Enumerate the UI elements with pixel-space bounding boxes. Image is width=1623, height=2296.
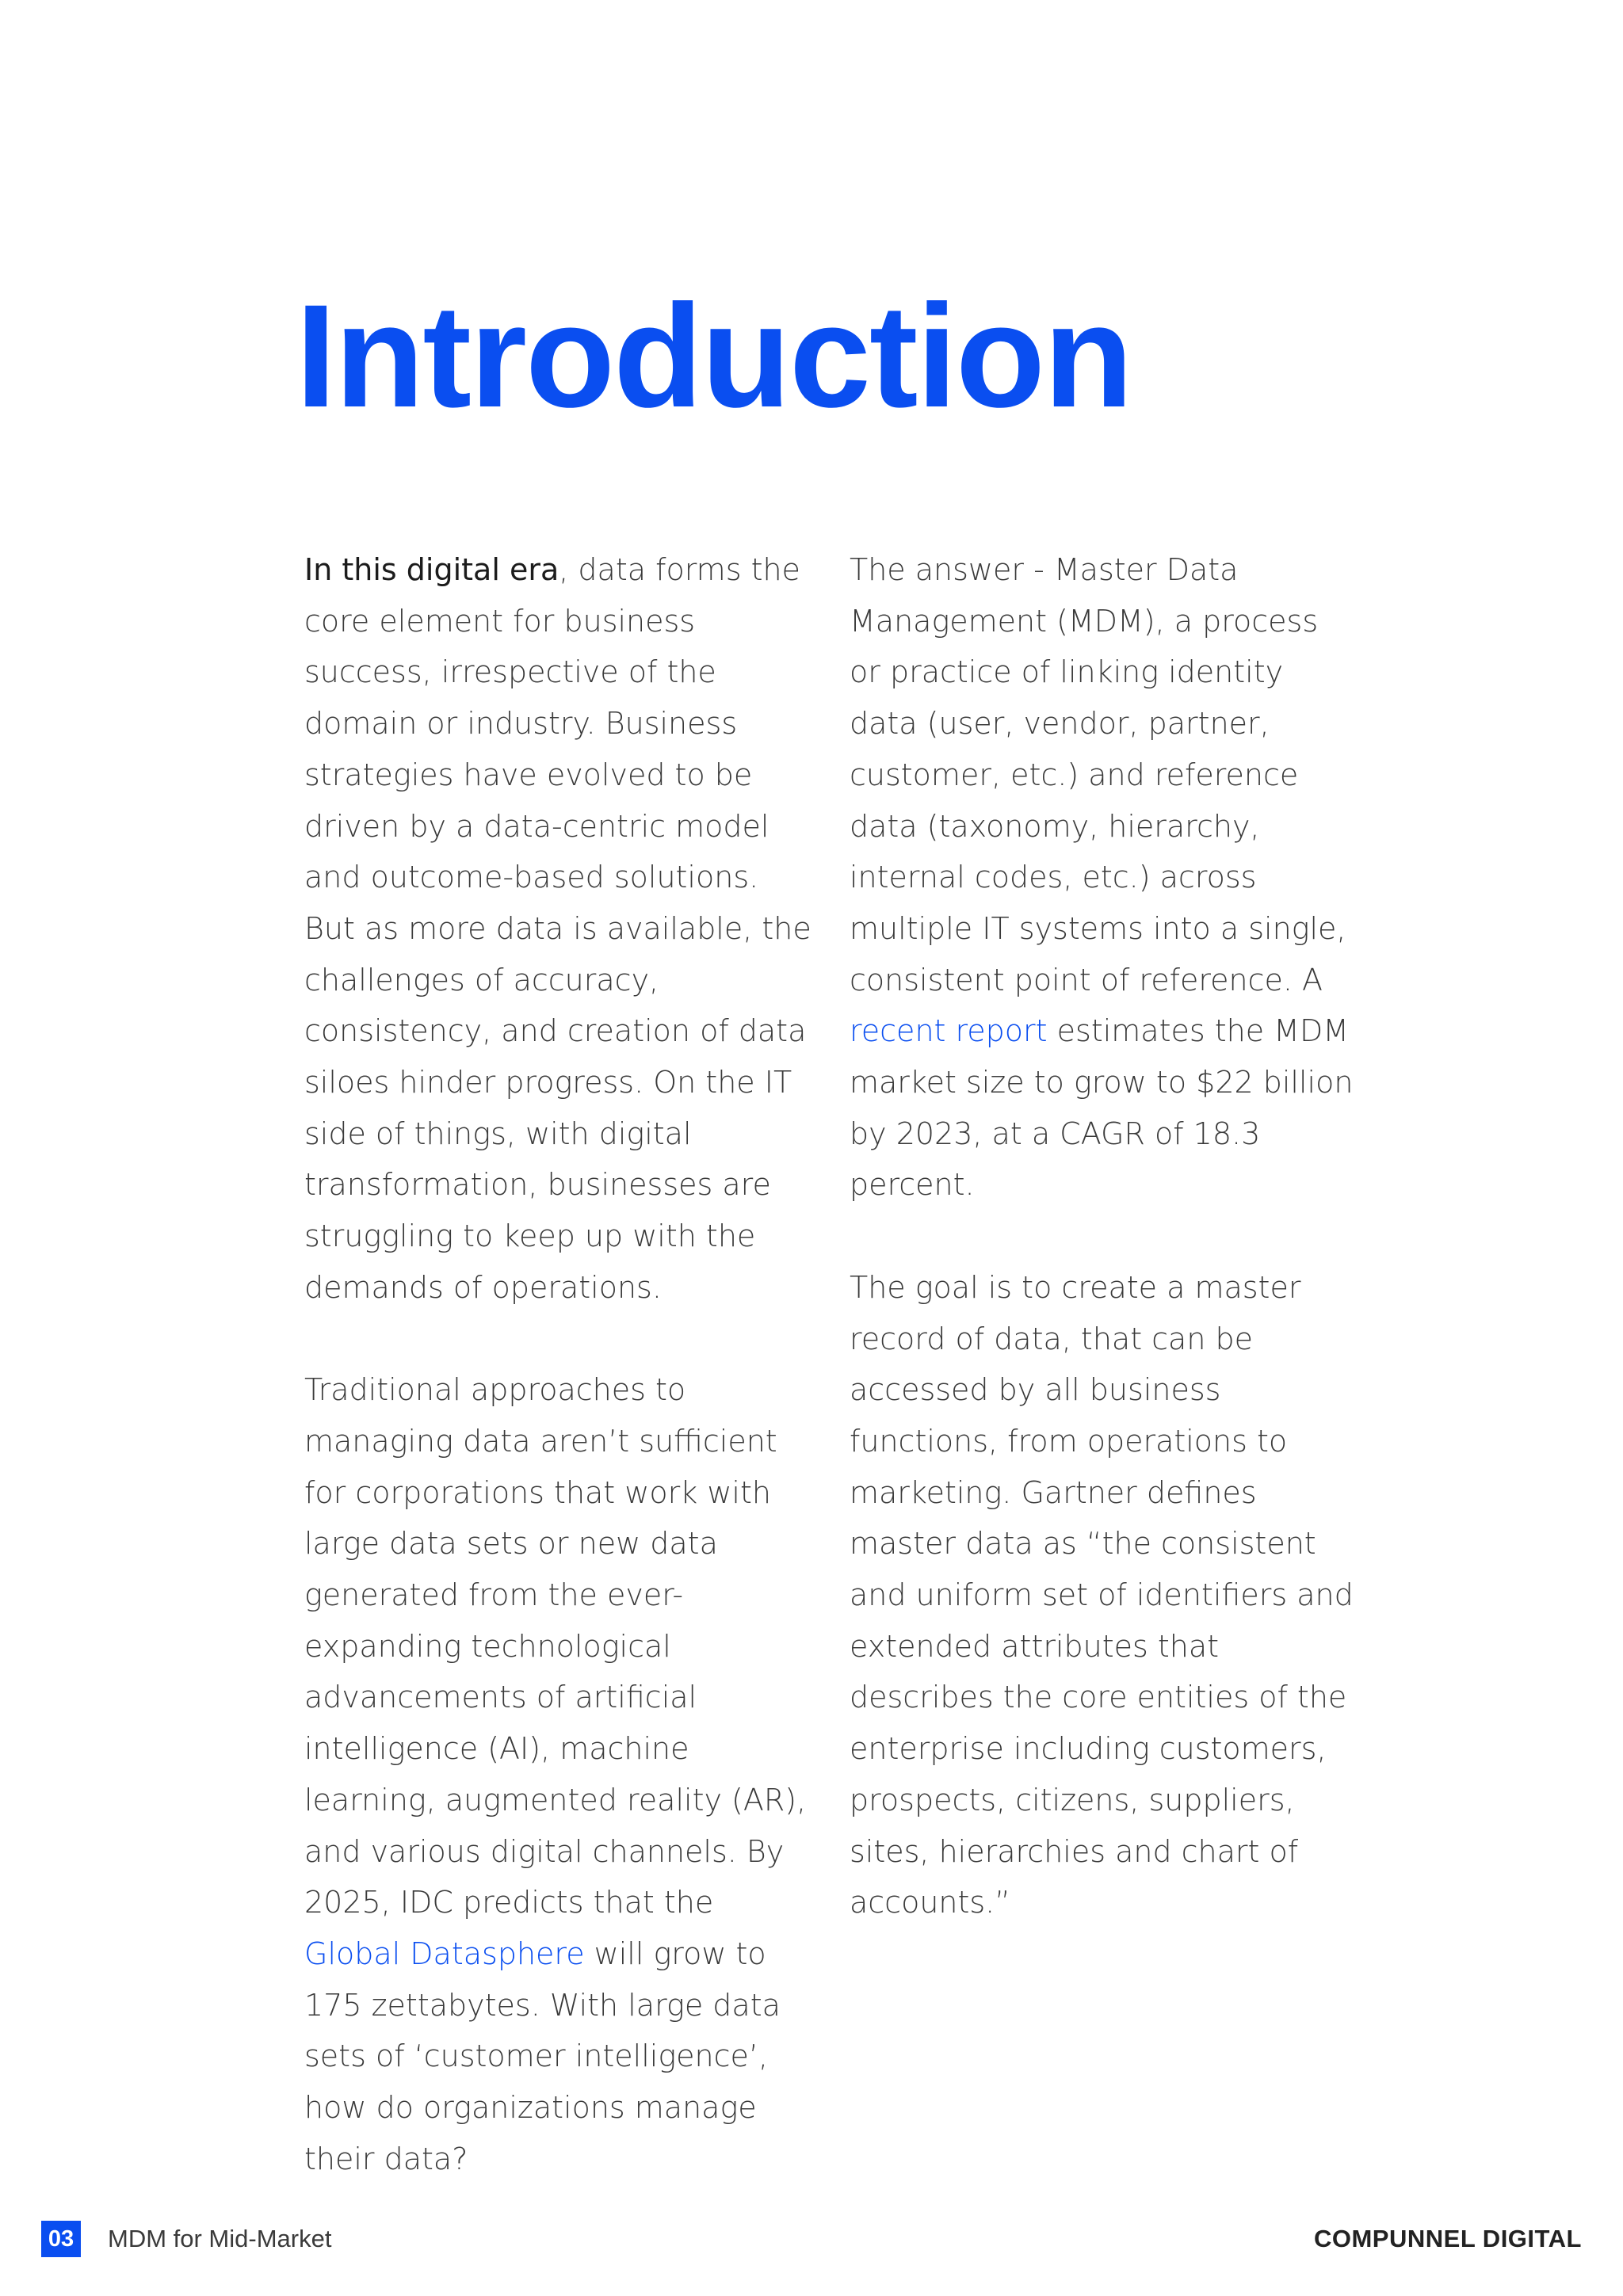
mdm-answer-text: The answer - Master Data Management (MDM), a process or practice of linking identity data (user, vendor, partner, customer, etc.) and reference data (taxonomy, hierarchy, internal codes, etc.) across multiple IT systems into a single, consistent point of reference. A [850,552,1346,997]
master-record-paragraph: The goal is to create a master record of data, that can be accessed by all business functions, from operations to marketing. Gartner defines master data as “the consistent and uniform set of identifiers and extended attributes that describes the core entities of the enterprise including customers, prospects, citizens, suppliers, sites, hierarchies and chart of accounts.” [850,1269,1354,1920]
document-title: MDM for Mid-Market [108,2225,332,2252]
mdm-answer-text-end: estimates the MDM market size to grow to $22 billion by 2023, at a CAGR of 18.3 percent. [850,1013,1354,1203]
page-title: Introduction [296,275,1132,438]
page-footer [41,2220,1582,2258]
traditional-approaches-paragraph [304,1364,812,2184]
left-column [304,544,812,2184]
intro-paragraph [304,544,812,1314]
page-number-badge: 03 [41,2221,81,2257]
traditional-approaches-text: Traditional approaches to managing data aren’t sufficient for corporations that work with large data sets or new data generated from the ever-expanding technological advancements of artificial intelligence (AI), machine learning, augmented reality (AR), and various digital channels. By 2025, IDC predicts that the [304,1372,807,1920]
traditional-approaches-text-end: will grow to 175 zettabytes. With large data sets of ‘customer intelligence’, how do organizations manage their data? [304,1936,781,2176]
intro-lead-phrase: In this digital era [304,552,559,587]
recent-report-link[interactable]: recent report [850,1013,1048,1049]
brand-name: COMPUNNEL DIGITAL [1313,2225,1582,2252]
global-datasphere-link[interactable]: Global Datasphere [304,1936,585,1971]
right-column [850,544,1357,1928]
mdm-answer-paragraph [850,544,1357,1211]
intro-paragraph-text: , data forms the core element for business success, irrespective of the domain or industry. Business strategies have evolved to be driven by a data-centric model and outcome-based solutions. But as more data is available, the challenges of accuracy, consistency, and creation of data siloes hinder progress. On the IT side of things, with digital transformation, businesses are struggling to keep up with the demands of operations. [304,552,812,1305]
